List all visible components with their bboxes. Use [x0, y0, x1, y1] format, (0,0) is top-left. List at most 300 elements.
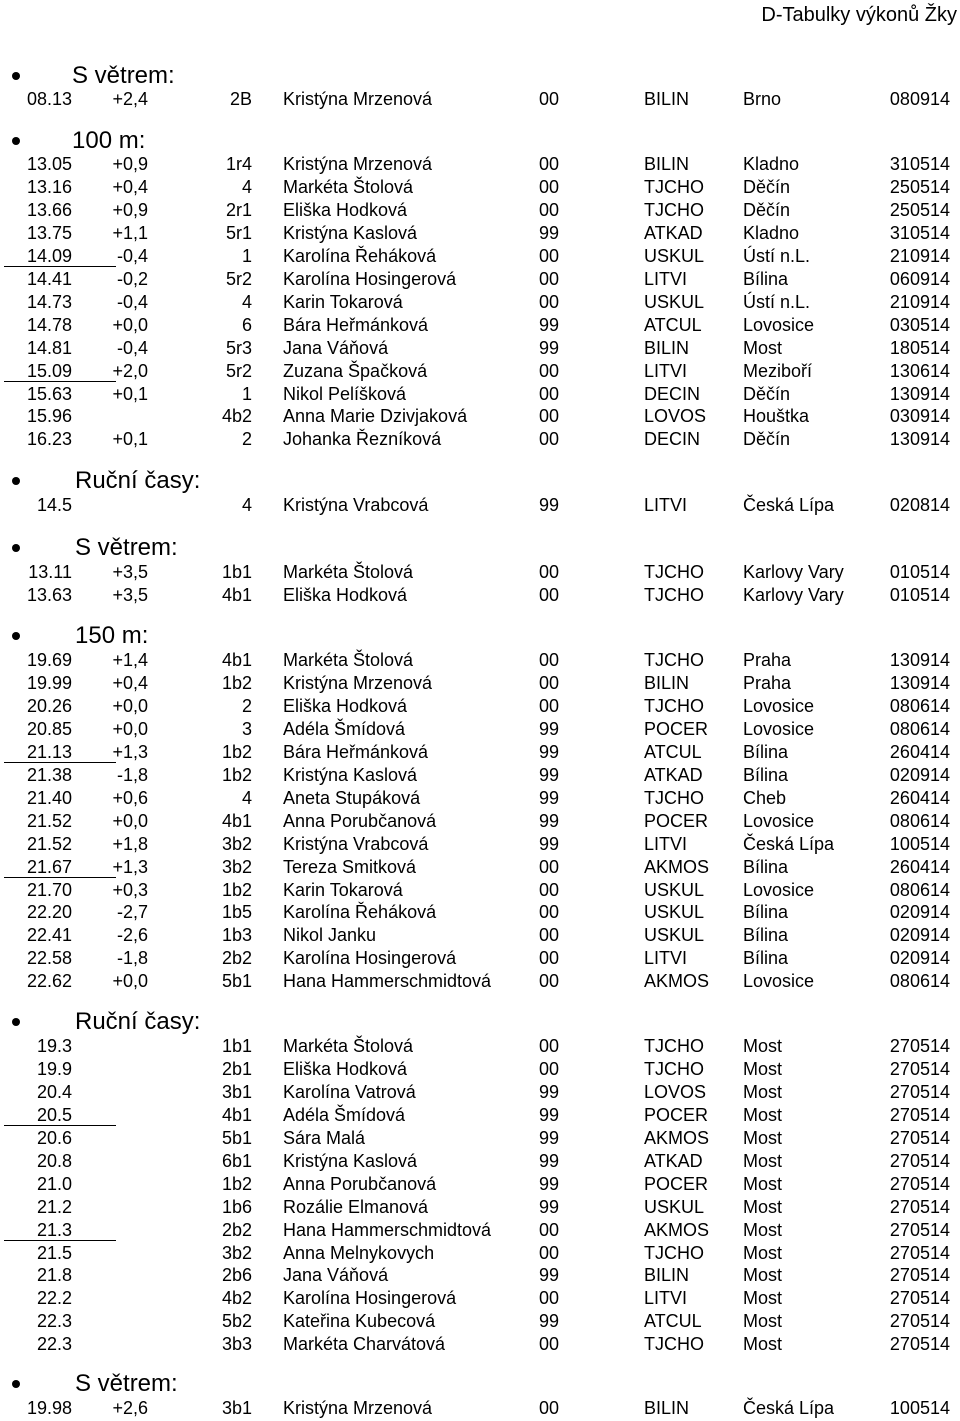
result-wind: +3,5	[112, 562, 148, 582]
result-time: 19.69	[26, 650, 72, 670]
result-time: 22.20	[26, 902, 72, 922]
bullet-icon	[12, 477, 20, 485]
athlete-name: Markéta Štolová	[283, 1036, 414, 1056]
athlete-name: Adéla Šmídová	[283, 719, 406, 739]
athlete-name: Markéta Charvátová	[283, 1334, 446, 1354]
bullet-icon	[12, 1018, 20, 1026]
result-wind: +0,0	[112, 719, 148, 739]
club-code: AKMOS	[644, 1220, 710, 1240]
venue: Houštka	[743, 406, 810, 426]
result-race: 2b1	[221, 1059, 252, 1079]
result-date: 270514	[889, 1243, 950, 1263]
result-wind: -1,8	[116, 765, 148, 785]
athlete-name: Karolína Řeháková	[283, 246, 437, 266]
club-code: BILIN	[644, 89, 690, 109]
result-race: 4b2	[221, 1288, 252, 1308]
athlete-name: Zuzana Špačková	[283, 361, 428, 381]
club-code: AKMOS	[644, 971, 710, 991]
result-time: 21.8	[36, 1265, 72, 1285]
result-date: 180514	[889, 338, 950, 358]
result-row	[0, 1310, 960, 1333]
athlete-name: Hana Hammerschmidtová	[283, 1220, 492, 1240]
athlete-name: Jana Váňová	[283, 338, 389, 358]
result-time: 21.40	[26, 788, 72, 808]
athlete-name: Anna Porubčanová	[283, 811, 437, 831]
venue: Most	[743, 1174, 783, 1194]
result-time: 20.8	[36, 1151, 72, 1171]
result-time: 19.99	[26, 673, 72, 693]
birth-year: 00	[539, 880, 560, 900]
result-time: 15.96	[26, 406, 72, 426]
result-row	[0, 649, 960, 672]
result-time: 13.05	[26, 154, 72, 174]
birth-year: 00	[539, 1288, 560, 1308]
result-race: 1b2	[221, 673, 252, 693]
birth-year: 99	[539, 765, 560, 785]
result-row	[0, 1242, 960, 1265]
result-time: 19.3	[36, 1036, 72, 1056]
result-race: 3b2	[221, 857, 252, 877]
result-date: 020914	[889, 765, 950, 785]
result-time: 19.98	[26, 1398, 72, 1418]
result-date: 310514	[889, 223, 950, 243]
result-date: 270514	[889, 1105, 950, 1125]
birth-year: 99	[539, 223, 560, 243]
result-race: 3b2	[221, 1243, 252, 1263]
athlete-name: Anna Marie Dzivjaková	[283, 406, 468, 426]
result-time: 21.5	[36, 1243, 72, 1263]
result-wind: +0,4	[112, 177, 148, 197]
result-time: 14.73	[26, 292, 72, 312]
birth-year: 00	[539, 1036, 560, 1056]
result-race: 1	[241, 246, 252, 266]
result-date: 250514	[889, 200, 950, 220]
club-code: TJCHO	[644, 1059, 704, 1079]
birth-year: 99	[539, 1105, 560, 1125]
result-race: 2b6	[221, 1265, 252, 1285]
result-time: 21.52	[26, 811, 72, 831]
birth-year: 00	[539, 696, 560, 716]
club-code: LITVI	[644, 361, 688, 381]
club-code: AKMOS	[644, 1128, 710, 1148]
result-wind: +0,0	[112, 696, 148, 716]
venue: Most	[743, 1243, 783, 1263]
result-row	[0, 672, 960, 695]
result-time: 14.5	[36, 495, 72, 515]
result-race: 3b1	[221, 1398, 252, 1418]
bullet-icon	[12, 1380, 20, 1388]
result-race: 4b1	[221, 811, 252, 831]
result-race: 5r2	[225, 361, 252, 381]
club-code: POCER	[644, 1105, 709, 1125]
club-code: TJCHO	[644, 200, 704, 220]
result-time: 15.09	[26, 361, 72, 381]
result-row	[0, 383, 960, 406]
result-race: 5b1	[221, 1128, 252, 1148]
result-race: 2B	[229, 89, 252, 109]
venue: Děčín	[743, 200, 791, 220]
venue: Bílina	[743, 742, 789, 762]
result-row	[0, 924, 960, 947]
birth-year: 99	[539, 1197, 560, 1217]
result-date: 270514	[889, 1334, 950, 1354]
result-time: 21.2	[36, 1197, 72, 1217]
result-row	[0, 695, 960, 718]
result-row	[0, 1104, 960, 1127]
birth-year: 00	[539, 246, 560, 266]
result-row	[0, 787, 960, 810]
result-row	[0, 741, 960, 764]
result-date: 270514	[889, 1128, 950, 1148]
result-race: 1b5	[221, 902, 252, 922]
result-date: 260414	[889, 857, 950, 877]
birth-year: 99	[539, 834, 560, 854]
result-wind: -0,2	[116, 269, 148, 289]
result-row	[0, 494, 960, 517]
venue: Most	[743, 1220, 783, 1240]
result-date: 080614	[889, 719, 950, 739]
birth-year: 00	[539, 1059, 560, 1079]
birth-year: 99	[539, 811, 560, 831]
result-time: 22.2	[36, 1288, 72, 1308]
limit-divider	[4, 1125, 116, 1126]
birth-year: 00	[539, 650, 560, 670]
limit-divider	[4, 381, 116, 382]
result-race: 5r1	[225, 223, 252, 243]
athlete-name: Kristýna Vrabcová	[283, 495, 429, 515]
result-wind: -0,4	[116, 246, 148, 266]
club-code: BILIN	[644, 338, 690, 358]
result-time: 21.0	[36, 1174, 72, 1194]
club-code: AKMOS	[644, 857, 710, 877]
result-date: 270514	[889, 1174, 950, 1194]
result-date: 010514	[889, 562, 950, 582]
athlete-name: Kristýna Mrzenová	[283, 154, 433, 174]
result-row	[0, 88, 960, 111]
club-code: USKUL	[644, 925, 705, 945]
birth-year: 99	[539, 719, 560, 739]
result-wind: +2,6	[112, 1398, 148, 1418]
venue: Bílina	[743, 925, 789, 945]
birth-year: 00	[539, 857, 560, 877]
result-date: 080614	[889, 811, 950, 831]
result-wind: +2,0	[112, 361, 148, 381]
result-wind: +0,0	[112, 811, 148, 831]
result-race: 6	[241, 315, 252, 335]
venue: Most	[743, 338, 783, 358]
venue: Lovosice	[743, 315, 815, 335]
result-time: 13.16	[26, 177, 72, 197]
result-date: 010514	[889, 585, 950, 605]
athlete-name: Bára Heřmánková	[283, 315, 429, 335]
result-row	[0, 153, 960, 176]
result-time: 21.38	[26, 765, 72, 785]
birth-year: 00	[539, 1334, 560, 1354]
venue: Lovosice	[743, 696, 815, 716]
result-wind: -2,6	[116, 925, 148, 945]
result-race: 1b6	[221, 1197, 252, 1217]
result-row	[0, 1264, 960, 1287]
result-wind: +0,3	[112, 880, 148, 900]
club-code: ATCUL	[644, 742, 702, 762]
result-date: 130914	[889, 650, 950, 670]
bullet-icon	[12, 72, 20, 80]
result-date: 270514	[889, 1082, 950, 1102]
venue: Brno	[743, 89, 782, 109]
result-wind: -0,4	[116, 292, 148, 312]
birth-year: 00	[539, 89, 560, 109]
venue: Karlovy Vary	[743, 585, 844, 605]
club-code: TJCHO	[644, 696, 704, 716]
result-race: 5b1	[221, 971, 252, 991]
venue: Bílina	[743, 902, 789, 922]
result-row	[0, 1333, 960, 1356]
result-race: 4b1	[221, 1105, 252, 1125]
result-time: 21.70	[26, 880, 72, 900]
club-code: LOVOS	[644, 1082, 707, 1102]
result-time: 13.66	[26, 200, 72, 220]
result-time: 14.81	[26, 338, 72, 358]
club-code: TJCHO	[644, 788, 704, 808]
result-row	[0, 1035, 960, 1058]
athlete-name: Bára Heřmánková	[283, 742, 429, 762]
venue: Most	[743, 1334, 783, 1354]
result-row	[0, 1219, 960, 1242]
venue: Most	[743, 1082, 783, 1102]
section-title: Ruční časy:	[75, 467, 201, 494]
athlete-name: Karin Tokarová	[283, 880, 403, 900]
result-time: 19.9	[36, 1059, 72, 1079]
club-code: ATCUL	[644, 315, 702, 335]
venue: Meziboří	[743, 361, 813, 381]
venue: Most	[743, 1197, 783, 1217]
venue: Ústí n.L.	[743, 246, 811, 266]
result-row	[0, 245, 960, 268]
result-time: 20.85	[26, 719, 72, 739]
birth-year: 00	[539, 200, 560, 220]
result-wind: +1,8	[112, 834, 148, 854]
venue: Cheb	[743, 788, 787, 808]
venue: Děčín	[743, 384, 791, 404]
venue: Most	[743, 1311, 783, 1331]
venue: Lovosice	[743, 811, 815, 831]
athlete-name: Sára Malá	[283, 1128, 366, 1148]
result-date: 020914	[889, 902, 950, 922]
birth-year: 00	[539, 902, 560, 922]
birth-year: 99	[539, 1082, 560, 1102]
venue: Bílina	[743, 765, 789, 785]
athlete-name: Anna Melnykovych	[283, 1243, 435, 1263]
birth-year: 00	[539, 177, 560, 197]
result-row	[0, 405, 960, 428]
result-row	[0, 1287, 960, 1310]
club-code: TJCHO	[644, 1036, 704, 1056]
club-code: LITVI	[644, 1288, 688, 1308]
result-date: 130914	[889, 673, 950, 693]
result-time: 21.67	[26, 857, 72, 877]
result-wind: +3,5	[112, 585, 148, 605]
limit-divider	[4, 1240, 116, 1241]
birth-year: 99	[539, 338, 560, 358]
athlete-name: Kristýna Mrzenová	[283, 89, 433, 109]
club-code: ATKAD	[644, 223, 703, 243]
athlete-name: Adéla Šmídová	[283, 1105, 406, 1125]
result-row	[0, 833, 960, 856]
club-code: USKUL	[644, 880, 705, 900]
athlete-name: Johanka Řezníková	[283, 429, 442, 449]
result-race: 1b1	[221, 562, 252, 582]
athlete-name: Kristýna Kaslová	[283, 223, 418, 243]
birth-year: 99	[539, 495, 560, 515]
result-date: 100514	[889, 1398, 950, 1418]
athlete-name: Markéta Štolová	[283, 177, 414, 197]
result-wind: -2,7	[116, 902, 148, 922]
result-race: 3b3	[221, 1334, 252, 1354]
result-race: 4b1	[221, 650, 252, 670]
club-code: USKUL	[644, 902, 705, 922]
result-date: 060914	[889, 269, 950, 289]
venue: Kladno	[743, 223, 800, 243]
result-date: 030914	[889, 406, 950, 426]
result-date: 310514	[889, 154, 950, 174]
result-race: 1b2	[221, 880, 252, 900]
result-race: 1b2	[221, 1174, 252, 1194]
result-race: 1	[241, 384, 252, 404]
club-code: BILIN	[644, 1265, 690, 1285]
club-code: LOVOS	[644, 406, 707, 426]
result-date: 270514	[889, 1151, 950, 1171]
result-time: 21.13	[26, 742, 72, 762]
venue: Bílina	[743, 948, 789, 968]
result-time: 20.4	[36, 1082, 72, 1102]
athlete-name: Eliška Hodková	[283, 585, 408, 605]
result-race: 4b2	[221, 406, 252, 426]
birth-year: 00	[539, 585, 560, 605]
result-race: 2b2	[221, 1220, 252, 1240]
section-title: S větrem:	[72, 62, 175, 89]
result-row	[0, 856, 960, 879]
venue: Most	[743, 1151, 783, 1171]
result-race: 3b1	[221, 1082, 252, 1102]
birth-year: 00	[539, 429, 560, 449]
club-code: DECIN	[644, 384, 701, 404]
result-race: 1b3	[221, 925, 252, 945]
club-code: TJCHO	[644, 562, 704, 582]
result-race: 6b1	[221, 1151, 252, 1171]
venue: Česká Lípa	[743, 1398, 835, 1418]
result-time: 22.62	[26, 971, 72, 991]
result-time: 20.6	[36, 1128, 72, 1148]
result-wind: +0,4	[112, 673, 148, 693]
result-date: 130914	[889, 429, 950, 449]
venue: Lovosice	[743, 880, 815, 900]
result-race: 5r3	[225, 338, 252, 358]
result-row	[0, 718, 960, 741]
result-date: 260414	[889, 788, 950, 808]
result-row	[0, 199, 960, 222]
venue: Most	[743, 1036, 783, 1056]
athlete-name: Eliška Hodková	[283, 200, 408, 220]
result-date: 080614	[889, 696, 950, 716]
athlete-name: Kristýna Vrabcová	[283, 834, 429, 854]
athlete-name: Karolína Hosingerová	[283, 269, 457, 289]
club-code: TJCHO	[644, 1334, 704, 1354]
bullet-icon	[12, 632, 20, 640]
result-date: 210914	[889, 246, 950, 266]
birth-year: 00	[539, 1243, 560, 1263]
venue: Karlovy Vary	[743, 562, 844, 582]
result-time: 22.3	[36, 1311, 72, 1331]
limit-divider	[4, 877, 116, 878]
club-code: BILIN	[644, 1398, 690, 1418]
result-race: 4	[241, 292, 252, 312]
venue: Most	[743, 1128, 783, 1148]
club-code: POCER	[644, 811, 709, 831]
result-wind: -1,8	[116, 948, 148, 968]
athlete-name: Nikol Janku	[283, 925, 377, 945]
birth-year: 00	[539, 562, 560, 582]
birth-year: 99	[539, 742, 560, 762]
result-row	[0, 176, 960, 199]
result-date: 030514	[889, 315, 950, 335]
result-date: 080914	[889, 89, 950, 109]
athlete-name: Tereza Smitková	[283, 857, 417, 877]
result-wind: +1,1	[112, 223, 148, 243]
result-wind: +0,9	[112, 200, 148, 220]
athlete-name: Karolína Řeháková	[283, 902, 437, 922]
result-wind: +0,6	[112, 788, 148, 808]
venue: Bílina	[743, 857, 789, 877]
club-code: DECIN	[644, 429, 701, 449]
limit-divider	[4, 762, 116, 763]
club-code: USKUL	[644, 1197, 705, 1217]
athlete-name: Kristýna Mrzenová	[283, 673, 433, 693]
venue: Lovosice	[743, 971, 815, 991]
result-time: 08.13	[26, 89, 72, 109]
result-race: 5r2	[225, 269, 252, 289]
venue: Kladno	[743, 154, 800, 174]
athlete-name: Rozálie Elmanová	[283, 1197, 429, 1217]
venue: Most	[743, 1059, 783, 1079]
birth-year: 00	[539, 292, 560, 312]
result-race: 4	[241, 495, 252, 515]
result-wind: +0,0	[112, 315, 148, 335]
club-code: BILIN	[644, 673, 690, 693]
club-code: LITVI	[644, 495, 688, 515]
section-title: Ruční časy:	[75, 1008, 201, 1035]
result-wind: +0,0	[112, 971, 148, 991]
birth-year: 00	[539, 925, 560, 945]
athlete-name: Anna Porubčanová	[283, 1174, 437, 1194]
result-date: 270514	[889, 1036, 950, 1056]
result-race: 3	[241, 719, 252, 739]
result-time: 20.5	[36, 1105, 72, 1125]
result-wind: +0,1	[112, 429, 148, 449]
venue: Ústí n.L.	[743, 292, 811, 312]
result-row	[0, 764, 960, 787]
result-race: 4b1	[221, 585, 252, 605]
result-wind: +1,3	[112, 742, 148, 762]
result-row	[0, 1397, 960, 1420]
athlete-name: Markéta Štolová	[283, 562, 414, 582]
result-time: 13.63	[26, 585, 72, 605]
result-date: 080614	[889, 880, 950, 900]
result-wind: -0,4	[116, 338, 148, 358]
club-code: LITVI	[644, 948, 688, 968]
result-race: 2	[241, 696, 252, 716]
result-row	[0, 947, 960, 970]
section-title: 150 m:	[75, 622, 149, 649]
